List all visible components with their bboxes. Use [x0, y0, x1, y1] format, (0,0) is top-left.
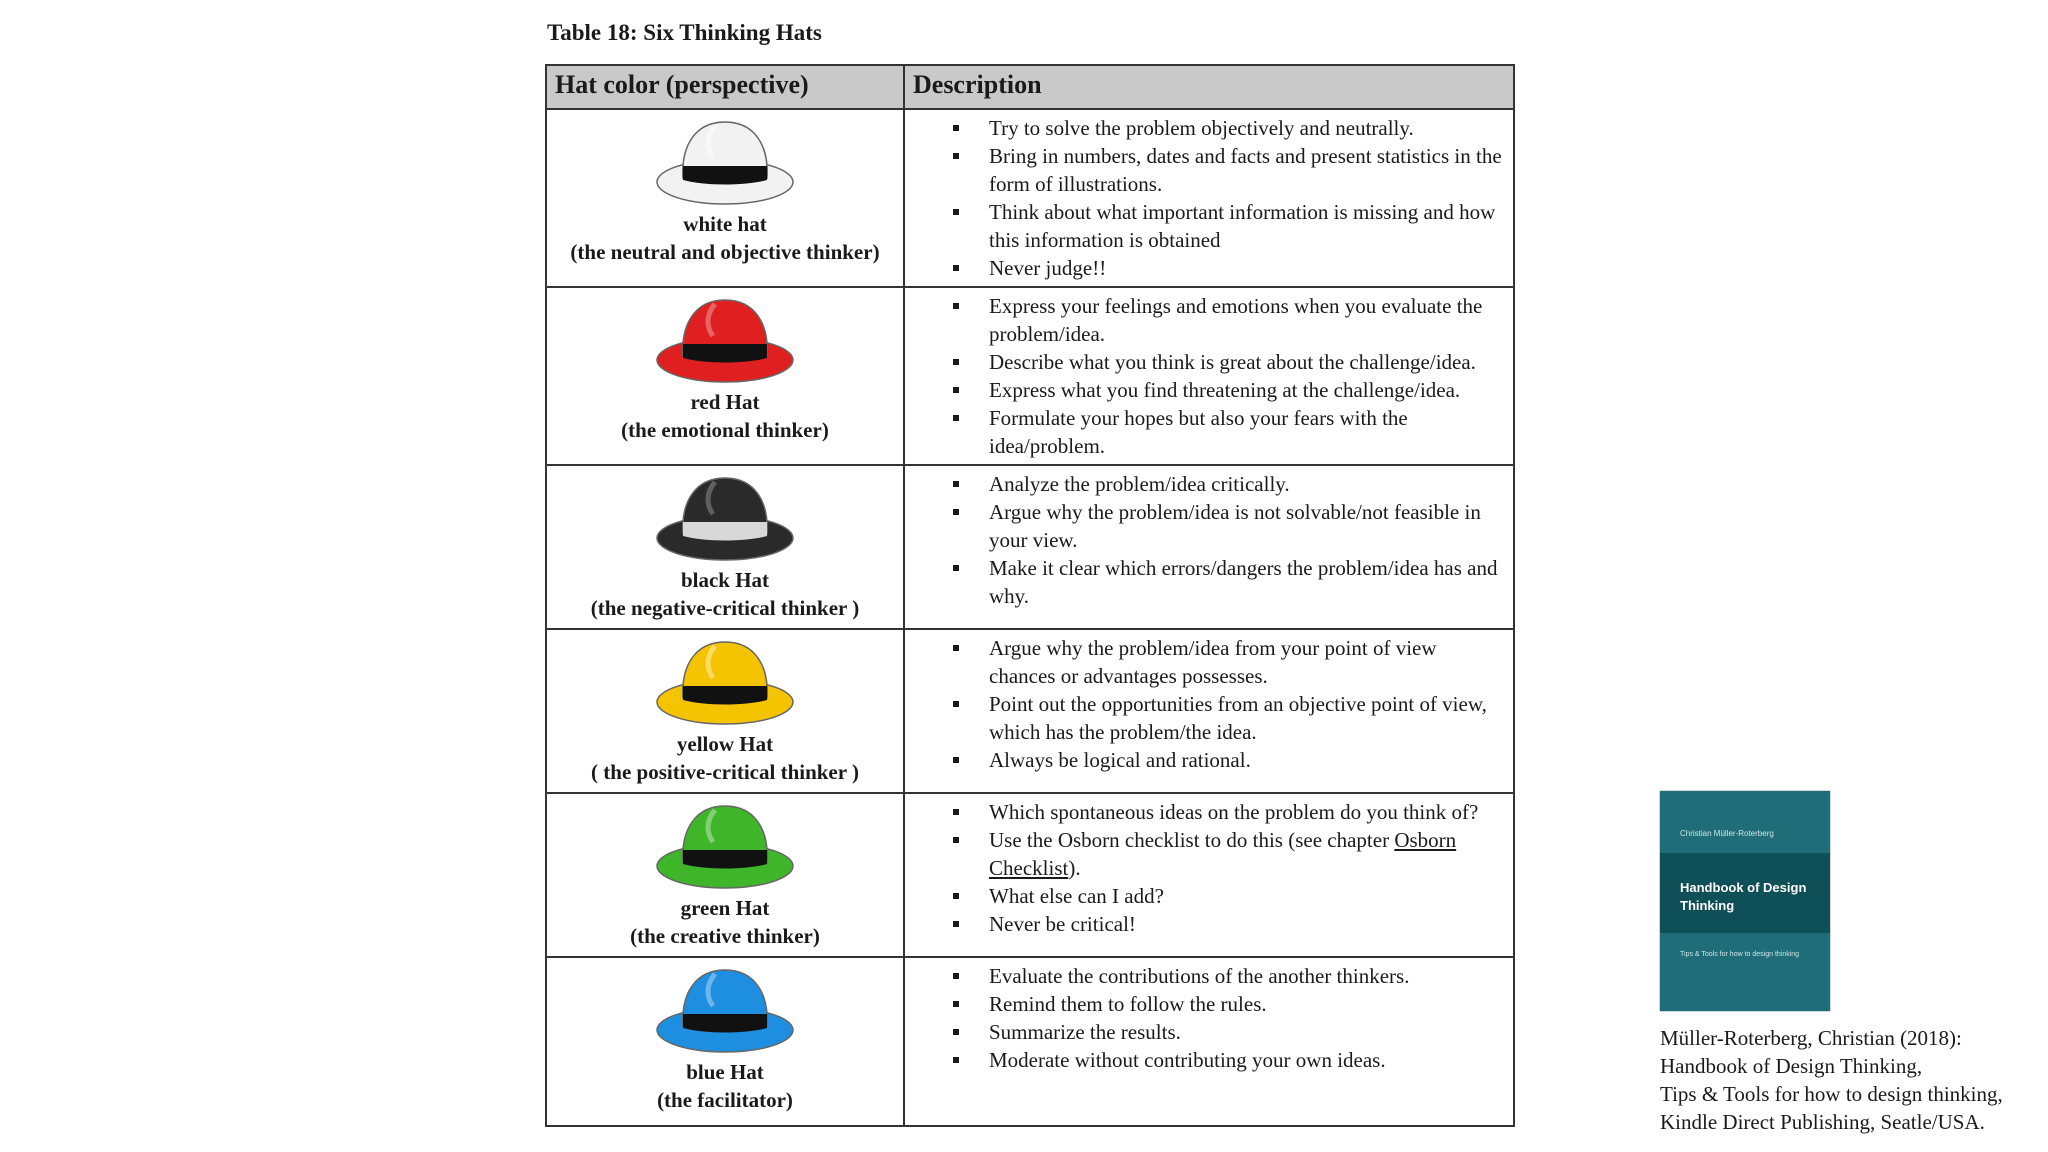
- hat-cell: [546, 793, 904, 957]
- table-caption: Table 18: Six Thinking Hats: [547, 20, 822, 45]
- description-cell: [904, 793, 1514, 957]
- bullet-item: Describe what you think is great about the challenge/idea.: [953, 348, 1505, 376]
- description-cell: [904, 465, 1514, 629]
- column-header-description: Description: [904, 65, 1514, 109]
- blue-hat-icon: [655, 964, 795, 1056]
- bullet-item: Express what you find threatening at the challenge/idea.: [953, 376, 1505, 404]
- bullet-item: Never be critical!: [953, 910, 1505, 938]
- book-subtitle: Tips & Tools for how to design thinking: [1680, 951, 1800, 958]
- bullet-list: [905, 292, 1505, 460]
- hat-cell: [546, 957, 904, 1126]
- column-header-hat-color: Hat color (perspective): [546, 65, 904, 109]
- citation-line: Kindle Direct Publishing, Seatle/USA.: [1660, 1110, 1985, 1134]
- bullet-item: Summarize the results.: [953, 1018, 1505, 1046]
- bullet-item: Remind them to follow the rules.: [953, 990, 1505, 1018]
- hat-cell: [546, 109, 904, 287]
- bullet-item: Bring in numbers, dates and facts and present statistics in the form of illustrations.: [953, 142, 1505, 198]
- osborn-checklist-link[interactable]: Osborn Checklist: [989, 828, 1457, 880]
- red-hat-icon: [655, 294, 795, 386]
- description-cell: [904, 957, 1514, 1126]
- bullet-item: Express your feelings and emotions when you evaluate the problem/idea.: [953, 292, 1505, 348]
- bullet-list: [905, 114, 1505, 282]
- hat-role: (the neutral and objective thinker): [570, 240, 880, 264]
- book-title: Handbook of Design Thinking: [1680, 880, 1807, 913]
- hat-name: yellow Hat: [676, 732, 774, 756]
- hat-role: (the emotional thinker): [621, 418, 829, 442]
- hat-role: ( the positive-critical thinker ): [591, 760, 859, 784]
- bullet-item: Never judge!!: [953, 254, 1505, 282]
- description-cell: [904, 629, 1514, 793]
- hat-name: blue Hat: [686, 1060, 764, 1084]
- citation-line: Tips & Tools for how to design thinking,: [1660, 1082, 2003, 1106]
- six-hats-table: [545, 64, 1515, 1127]
- black-hat-icon: [655, 472, 795, 564]
- source-citation: [1660, 1024, 2003, 1136]
- table-row-blue-hat: [546, 957, 1514, 1126]
- bullet-list: [905, 470, 1505, 610]
- bullet-list: [905, 962, 1505, 1074]
- green-hat-icon: [655, 800, 795, 892]
- hat-name: white hat: [683, 212, 767, 236]
- table-row-green-hat: [546, 793, 1514, 957]
- citation-line: Handbook of Design Thinking,: [1660, 1054, 1923, 1078]
- hat-role: (the creative thinker): [630, 924, 820, 948]
- bullet-list: [905, 634, 1505, 774]
- hat-cell: [546, 465, 904, 629]
- table-row-white-hat: [546, 109, 1514, 287]
- bullet-item: Which spontaneous ideas on the problem do you think of?: [953, 798, 1505, 826]
- bullet-item: Try to solve the problem objectively and neutrally.: [953, 114, 1505, 142]
- hat-cell: [546, 287, 904, 465]
- table-row-red-hat: [546, 287, 1514, 465]
- bullet-item: Argue why the problem/idea is not solvable/not feasible in your view.: [953, 498, 1505, 554]
- book-cover: [1660, 791, 1830, 1011]
- yellow-hat-icon: [655, 636, 795, 728]
- bullet-item: Make it clear which errors/dangers the problem/idea has and why.: [953, 554, 1505, 610]
- bullet-item: Argue why the problem/idea from your point of view chances or advantages possesses.: [953, 634, 1505, 690]
- table-row-black-hat: [546, 465, 1514, 629]
- hat-name: red Hat: [690, 390, 760, 414]
- bullet-item: Moderate without contributing your own ideas.: [953, 1046, 1505, 1074]
- table-row-yellow-hat: [546, 629, 1514, 793]
- bullet-item: What else can I add?: [953, 882, 1505, 910]
- bullet-item: Point out the opportunities from an objective point of view, which has the problem/the idea.: [953, 690, 1505, 746]
- bullet-item: Think about what important information is missing and how this information is obtained: [953, 198, 1505, 254]
- hat-cell: [546, 629, 904, 793]
- white-hat-icon: [655, 116, 795, 208]
- hat-name: black Hat: [680, 568, 770, 592]
- bullet-item: Evaluate the contributions of the another thinkers.: [953, 962, 1505, 990]
- citation-line: Müller-Roterberg, Christian (2018):: [1660, 1026, 1962, 1050]
- book-author: Christian Müller-Roterberg: [1680, 829, 1774, 838]
- table-header-row: [546, 65, 1514, 109]
- bullet-item: Always be logical and rational.: [953, 746, 1505, 774]
- description-cell: [904, 287, 1514, 465]
- bullet-list: [905, 798, 1505, 938]
- bullet-item: Formulate your hopes but also your fears with the idea/problem.: [953, 404, 1505, 460]
- bullet-item-osborn: Use the Osborn checklist to do this (see chapter Osborn Checklist).: [953, 826, 1505, 882]
- hat-role: (the negative-critical thinker ): [590, 596, 860, 620]
- bullet-item: Analyze the problem/idea critically.: [953, 470, 1505, 498]
- hat-role: (the facilitator): [657, 1088, 793, 1112]
- hat-name: green Hat: [680, 896, 770, 920]
- description-cell: [904, 109, 1514, 287]
